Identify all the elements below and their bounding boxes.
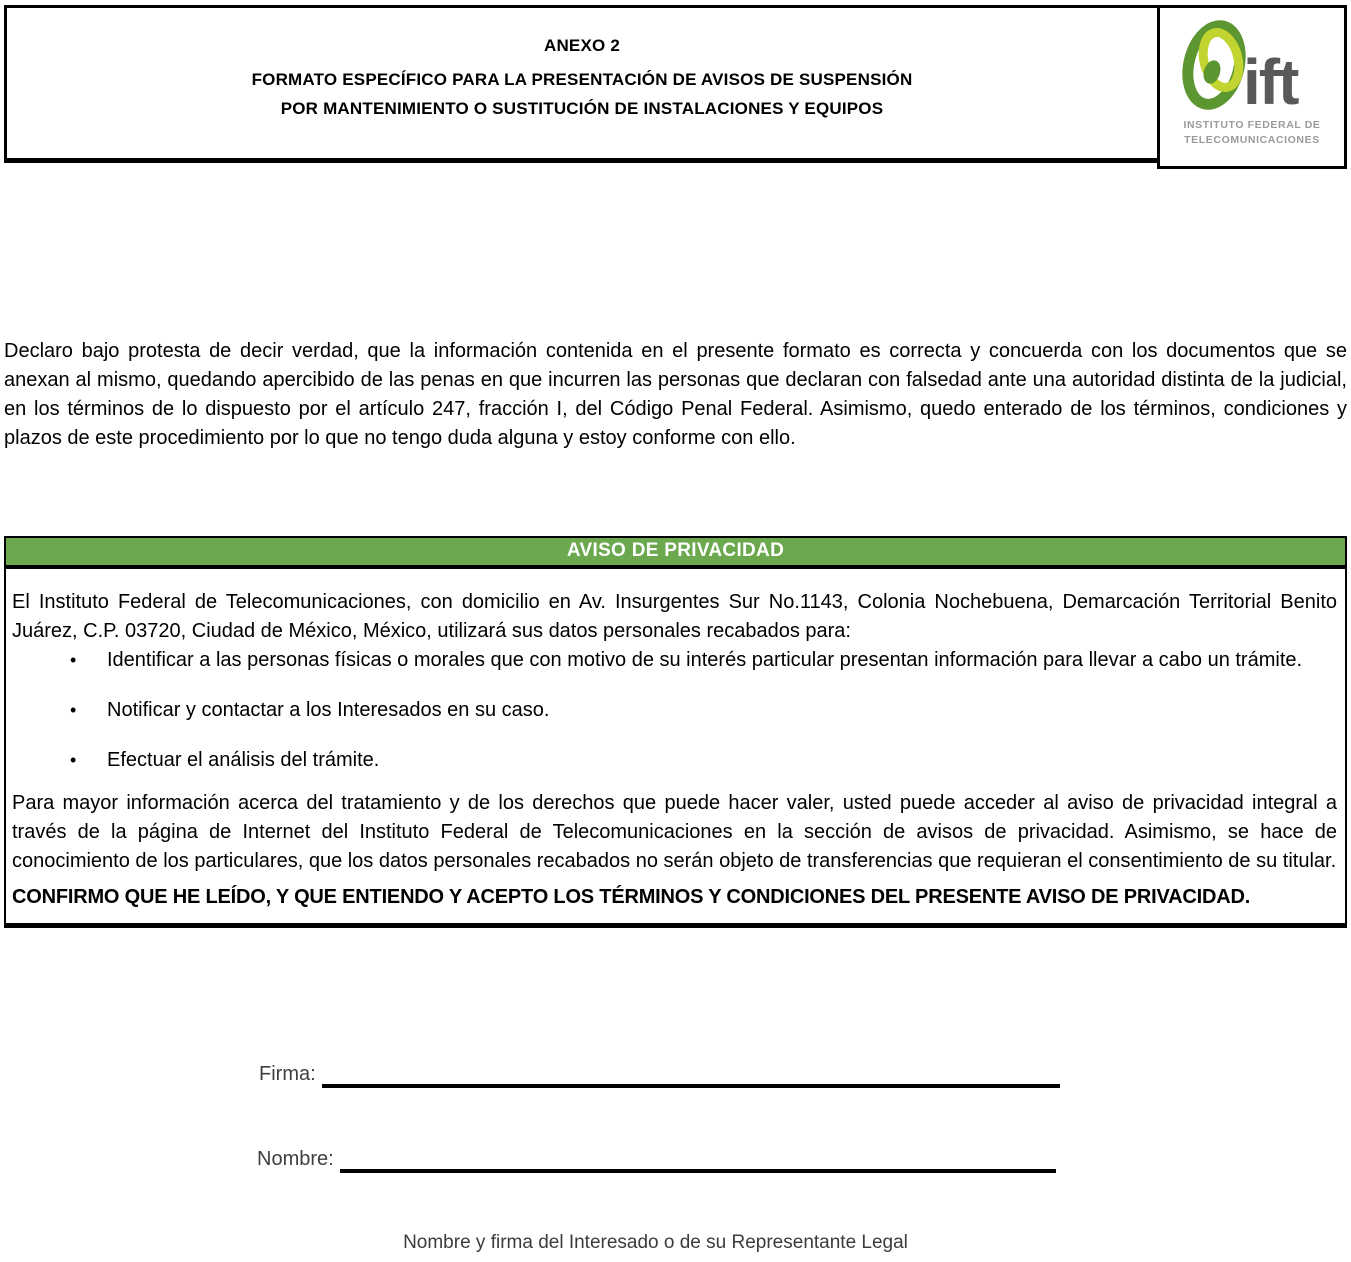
logo-wordmark: ift <box>1243 46 1298 114</box>
form-header <box>4 5 1347 169</box>
title-anexo: ANEXO 2 <box>543 36 621 55</box>
ift-logo-icon <box>1176 18 1328 114</box>
declaration-paragraph: Declaro bajo protesta de decir verdad, que la información contenida en el presente formato es correcta y concuerda con los documentos que se anexan al mismo, quedando apercibido de las penas en que incurren las personas que declaran con falsedad ante una autoridad distinta de la judicial, en los términos de lo dispuesto por el artículo 247, fracción I, del Código Penal Federal. Asimismo, quedo enterado de los términos, condiciones y plazos de este procedimiento por lo que no tengo duda alguna y estoy conforme con ello. <box>4 340 1347 449</box>
nombre-input-line[interactable] <box>340 1147 1056 1173</box>
privacy-bullet-item: • Identificar a las personas físicas o morales que con motivo de su interés particular presentan información para llevar a cabo un trámite. <box>12 646 1337 675</box>
title-line-2: FORMATO ESPECÍFICO PARA LA PRESENTACIÓN DE AVISOS DE SUSPENSIÓN <box>251 70 913 89</box>
nombre-row <box>257 1147 1056 1173</box>
privacy-bullet-list <box>12 646 1337 775</box>
header-title-box <box>4 5 1157 163</box>
firma-signature-line[interactable] <box>322 1062 1060 1088</box>
privacy-bullet-item: • Efectuar el análisis del trámite. <box>12 746 1337 775</box>
privacy-intro: El Instituto Federal de Telecomunicaciones, con domicilio en Av. Insurgentes Sur No.1143, Colonia Nochebuena, Demarcación Territorial Benito Juárez, C.P. 03720, Ciudad de México, México, utilizará sus datos personales recabados para: <box>12 591 1337 642</box>
logo-subtitle-line-2: TELECOMUNICACIONES <box>1184 134 1320 146</box>
logo-box <box>1157 5 1347 169</box>
privacy-confirmation: CONFIRMO QUE HE LEÍDO, Y QUE ENTIENDO Y ACEPTO LOS TÉRMINOS Y CONDICIONES DEL PRESENTE AVISO DE PRIVACIDAD. <box>12 886 1251 908</box>
logo-subtitle-line-1: INSTITUTO FEDERAL DE <box>1183 119 1321 131</box>
privacy-bullet-item: • Notificar y contactar a los Interesados en su caso. <box>12 696 1337 725</box>
privacy-body <box>4 569 1347 928</box>
firma-row <box>259 1062 1060 1088</box>
privacy-banner-title: AVISO DE PRIVACIDAD <box>4 536 1347 569</box>
title-line-3: POR MANTENIMIENTO O SUSTITUCIÓN DE INSTALACIONES Y EQUIPOS <box>280 99 884 118</box>
signature-caption: Nombre y firma del Interesado o de su Representante Legal <box>403 1232 908 1253</box>
logo-subtitle <box>1183 118 1320 148</box>
privacy-more-info: Para mayor información acerca del tratamiento y de los derechos que puede hacer valer, usted puede acceder al aviso de privacidad integral a través de la página de Internet del Instituto Federal de Telecomunicaciones en la sección de avisos de privacidad. Asimismo, se hace de conocimiento de los particulares, que los datos personales recabados no serán objeto de transferencias que requieran el consentimiento de su titular. <box>12 792 1337 872</box>
nombre-label: Nombre: <box>257 1148 334 1170</box>
privacy-notice-section <box>4 536 1347 928</box>
firma-label: Firma: <box>259 1063 316 1085</box>
